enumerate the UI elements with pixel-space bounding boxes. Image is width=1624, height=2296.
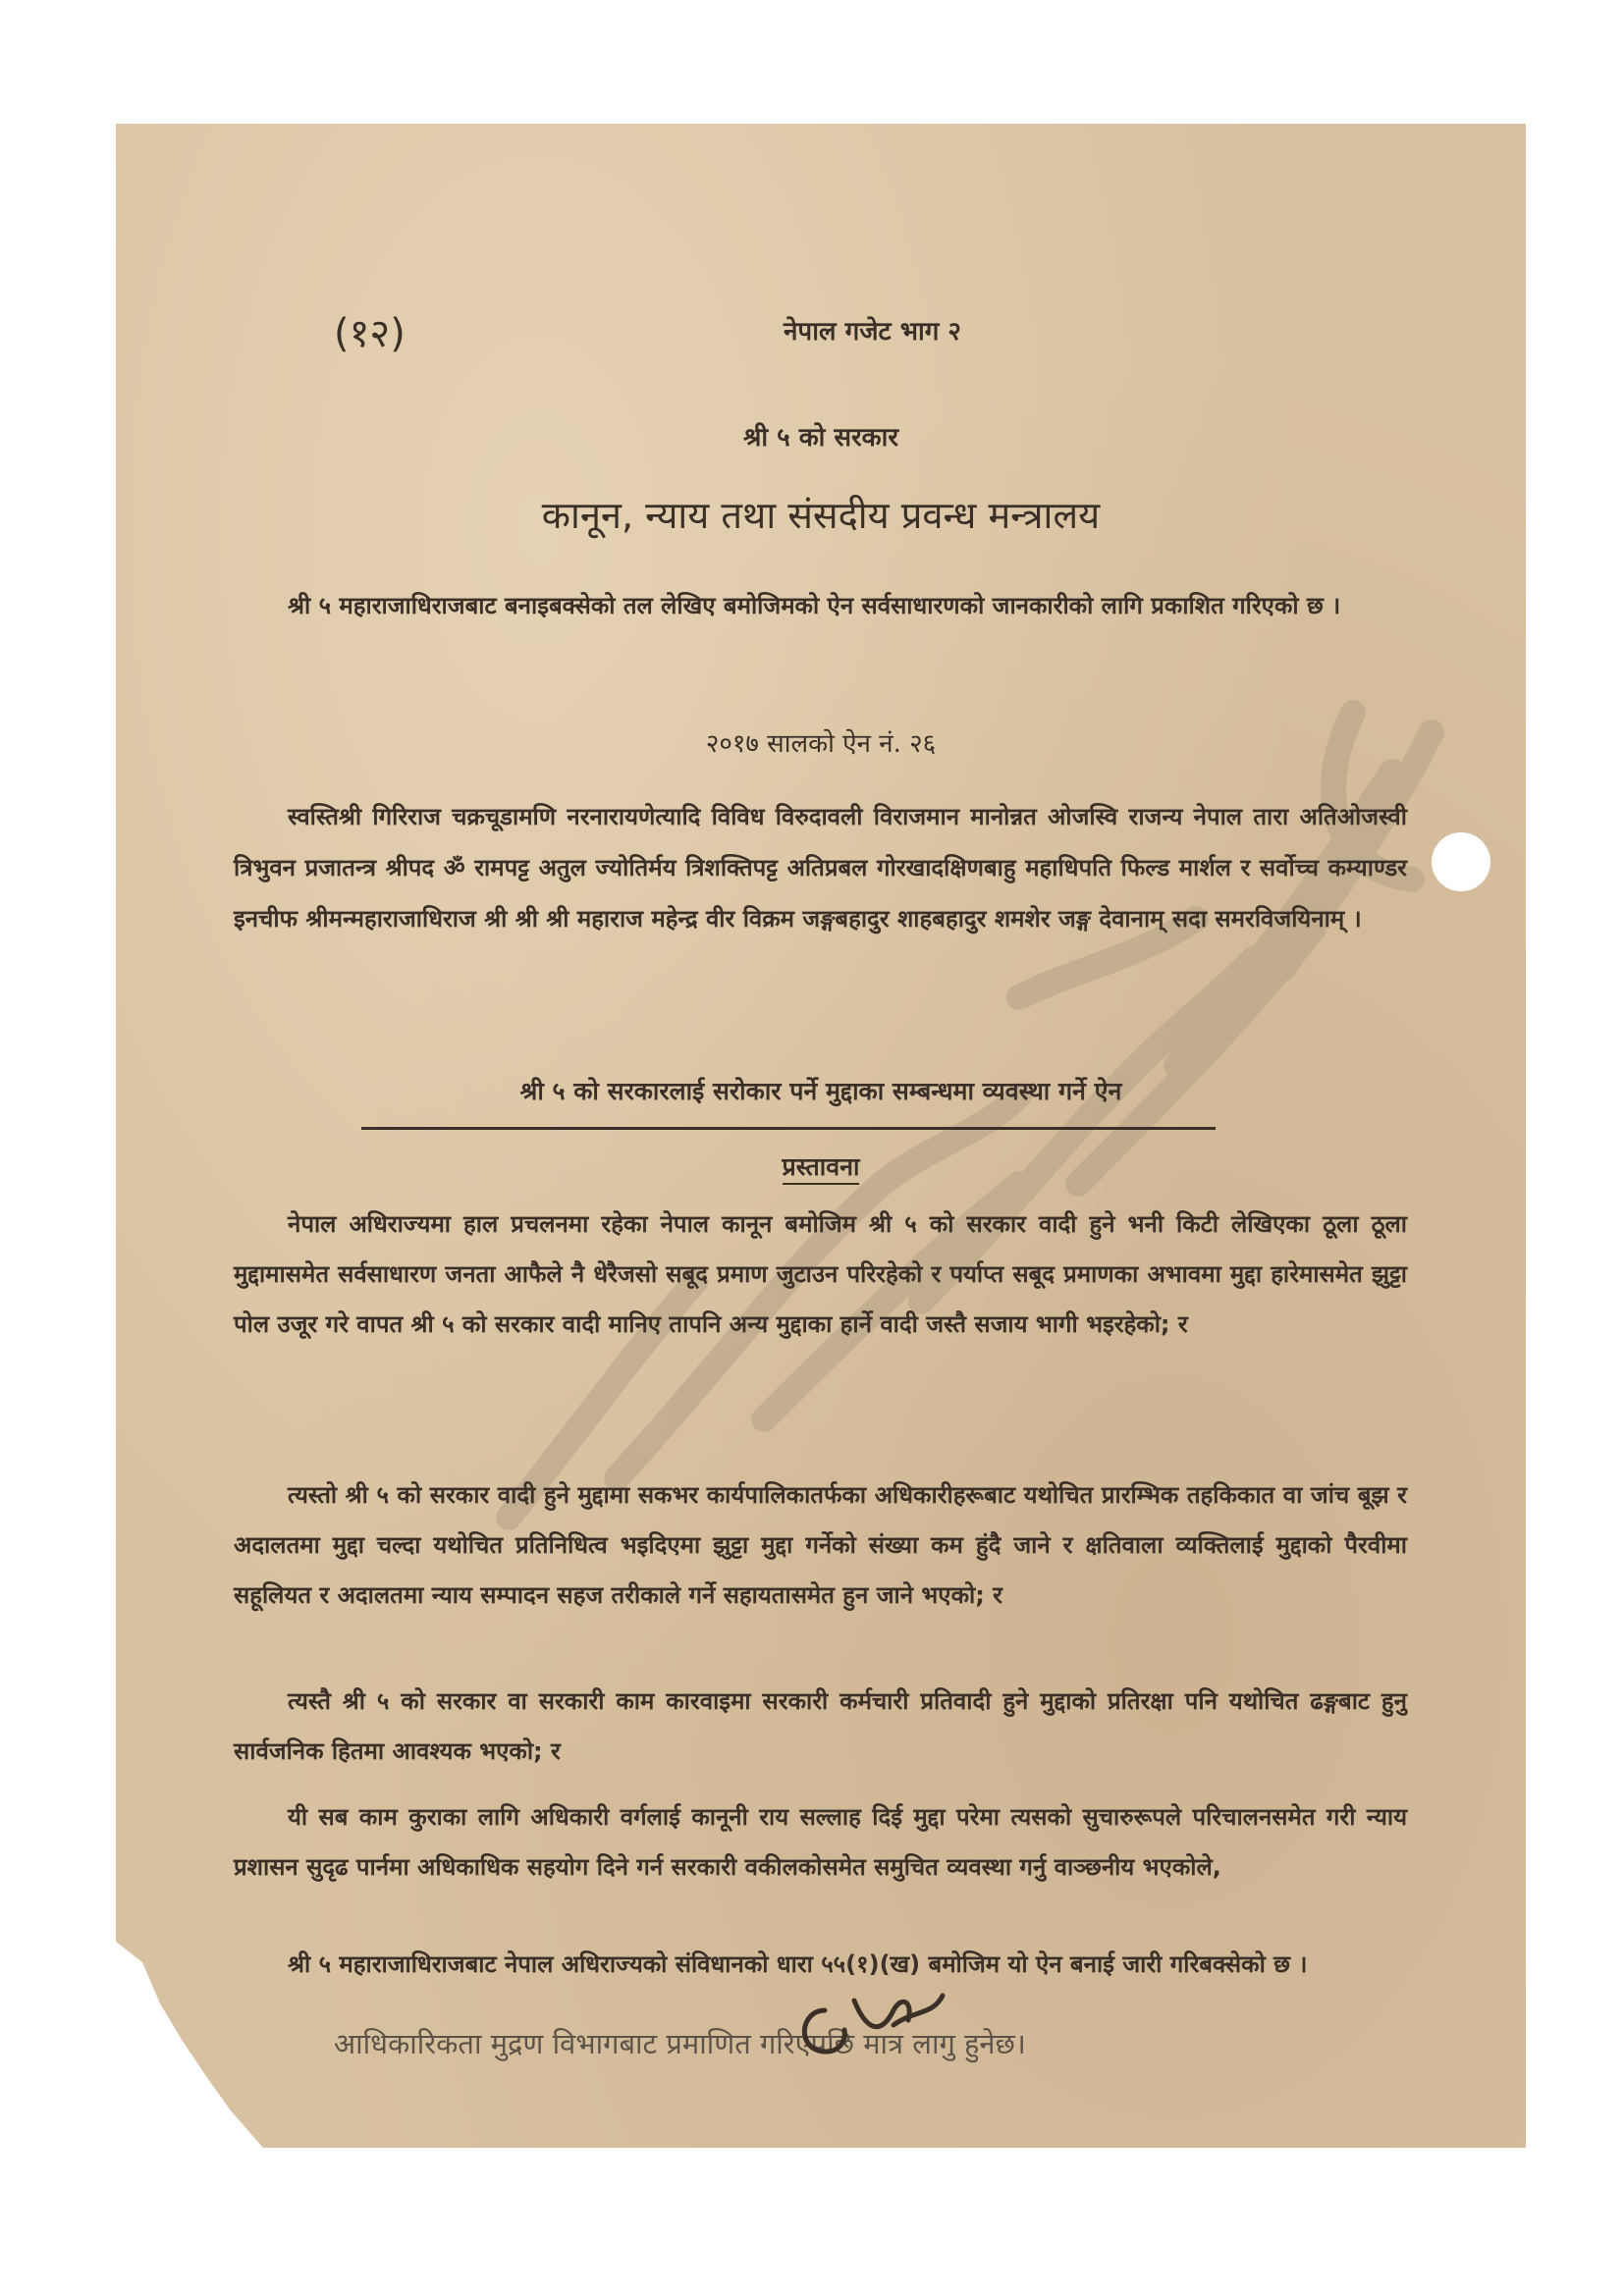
gazette-page (116, 124, 1526, 2148)
preamble-paragraph-2: त्यस्तो श्री ५ को सरकार वादी हुने मुद्दामा सकभर कार्यपालिकातर्फका अधिकारीहरूबाट यथोचित प्रारम्भिक तहकिकात वा जांच बूझ र अदालतमा मुद्दा चल्दा यथोचित प्रतिनिधित्व भइदिएमा झुट्टा मुद्दा गर्नेको संख्या कम हुंदै जाने र क्षतिवाला व्यक्तिलाई मुद्दाको पैरवीमा सहूलियत र अदालतमा न्याय सम्पादन सहज तरीकाले गर्ने सहायतासमेत हुन जाने भएको; र (234, 1481, 1407, 1609)
punch-hole (1432, 832, 1490, 891)
handwritten-signature (785, 1981, 952, 2069)
preamble-paragraph-3: त्यस्तै श्री ५ को सरकार वा सरकारी काम कारवाइमा सरकारी कर्मचारी प्रतिवादी हुने मुद्दाको प्रतिरक्षा पनि यथोचित ढङ्गबाट हुनु सार्वजनिक हितमा आवश्यक भएको; र (234, 1687, 1407, 1765)
ministry-title: कानून, न्याय तथा संसदीय प्रवन्ध मन्त्रालय (541, 494, 1101, 537)
preamble-paragraph-4: यी सब काम कुराका लागि अधिकारी वर्गलाई कानूनी राय सल्लाह दिई मुद्दा परेमा त्यसको सुचारुरूपले परिचालनसमेत गरी न्याय प्रशासन सुदृढ पार्नमा अधिकाधिक सहयोग दिने गर्न सरकारी वकीलकोसमेत समुचित व्यवस्था गर्नु वाञ्छनीय भएकोले, (234, 1803, 1407, 1881)
preamble-paragraph-5: श्री ५ महाराजाधिराजबाट नेपाल अधिराज्यको संविधानको धारा ५५(१)(ख) बमोजिम यो ऐन बनाई जारी गरिबक्सेको छ । (288, 1950, 1308, 1978)
preamble-heading (116, 1149, 1526, 1183)
act-number: २०१७ सालको ऐन नं. २६ (705, 729, 937, 759)
honorific-paragraph: स्वस्तिश्री गिरिराज चक्रचूडामणि नरनारायणेत्यादि विविध विरुदावली विराजमान मानोन्नत ओजस्वि राजन्य नेपाल तारा अतिओजस्वी त्रिभुवन प्रजातन्त्र श्रीपद ॐ रामपट्ट अतुल ज्योतिर्मय त्रिशक्तिपट्ट अतिप्रबल गोरखादक्षिणबाहु महाधिपति फिल्ड मार्शल र सर्वोच्च कम्याण्डर इनचीफ श्रीमन्महाराजाधिराज श्री श्री श्री महाराज महेन्द्र वीर विक्रम जङ्गबहादुर शाहबहादुर शमशेर जङ्ग देवानाम् सदा समरविजयिनाम् । (234, 803, 1407, 933)
act-title: श्री ५ को सरकारलाई सरोकार पर्ने मुद्दाका सम्बन्धमा व्यवस्था गर्ने ऐन (519, 1077, 1122, 1105)
gazette-header: नेपाल गजेट भाग २ (784, 317, 961, 347)
preamble-paragraph-1: नेपाल अधिराज्यमा हाल प्रचलनमा रहेका नेपाल कानून बमोजिम श्री ५ को सरकार वादी हुने भनी किटी लेखिएका ठूला ठूला मुद्दामासमेत सर्वसाधारण जनता आफैले नै धेरैजसो सबूद प्रमाण जुटाउन परिरहेको र पर्याप्त सबूद प्रमाणका अभावमा मुद्दा हारेमासमेत झुट्टा पोल उजूर गरे वापत श्री ५ को सरकार वादी मानिए तापनि अन्य मुद्दाका हार्ने वादी जस्तै सजाय भागी भइरहेको; र (234, 1210, 1407, 1338)
government-title: श्री ५ को सरकार (742, 423, 899, 453)
title-underline (361, 1127, 1216, 1130)
preamble-heading-text: प्रस्तावना (783, 1152, 860, 1185)
footer-note: आधिकारिकता मुद्रण विभागबाट प्रमाणित गरिएपछि मात्र लागु हुनेछ। (334, 2027, 1026, 2060)
intro-paragraph: श्री ५ महाराजाधिराजबाट बनाइबक्सेको तल लेखिए बमोजिमको ऐन सर्वसाधारणको जानकारीको लागि प्रकाशित गरिएको छ । (288, 592, 1341, 619)
page-number: (१२) (334, 311, 406, 356)
